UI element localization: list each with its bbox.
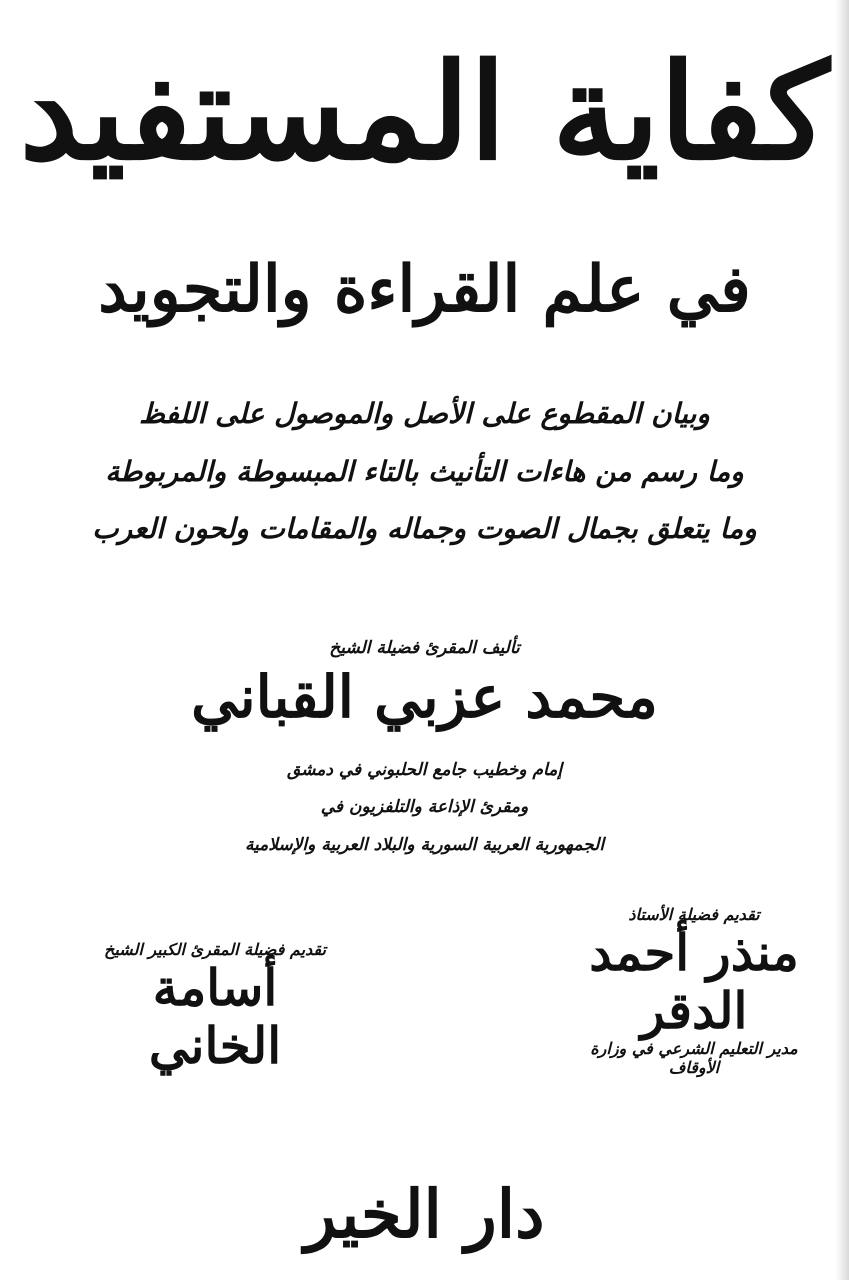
book-title: كفاية المستفيد [19,35,830,190]
author-role-3: الجمهورية العربية السورية والبلاد العربية والإسلامية [244,835,605,855]
author-role-1: إمام وخطيب جامع الحلبوني في دمشق [286,760,563,780]
author-role-2: ومقرئ الإذاعة والتلفزيون في [320,797,529,817]
foreword-right-label: تقديم فضيلة الأستاذ [628,905,760,924]
author-label: تأليف المقرئ فضيلة الشيخ [329,638,520,658]
foreword-left-name: أسامة الخاني [148,958,282,1075]
foreword-left [95,940,335,1074]
foreword-right-name: منذر أحمد الدقر [589,923,799,1040]
foreword-right [579,905,809,1077]
description-line-1: وبيان المقطوع على الأصل والموصول على اللفظ [139,397,710,430]
book-subtitle: في علم القراءة والتجويد [98,252,751,327]
publisher-name: دار الخير [304,1175,545,1253]
description-line-3: وما يتعلق بجمال الصوت وجماله والمقامات ولحون العرب [92,512,757,545]
foreword-right-role: مدير التعليم الشرعي في وزارة الأوقاف [590,1039,798,1077]
foreword-left-label: تقديم فضيلة المقرئ الكبير الشيخ [104,940,326,959]
description-line-2: وما رسم من هاءات التأنيث بالتاء المبسوطة والمربوطة [105,455,744,488]
author-name: محمد عزبي القباني [191,663,658,731]
